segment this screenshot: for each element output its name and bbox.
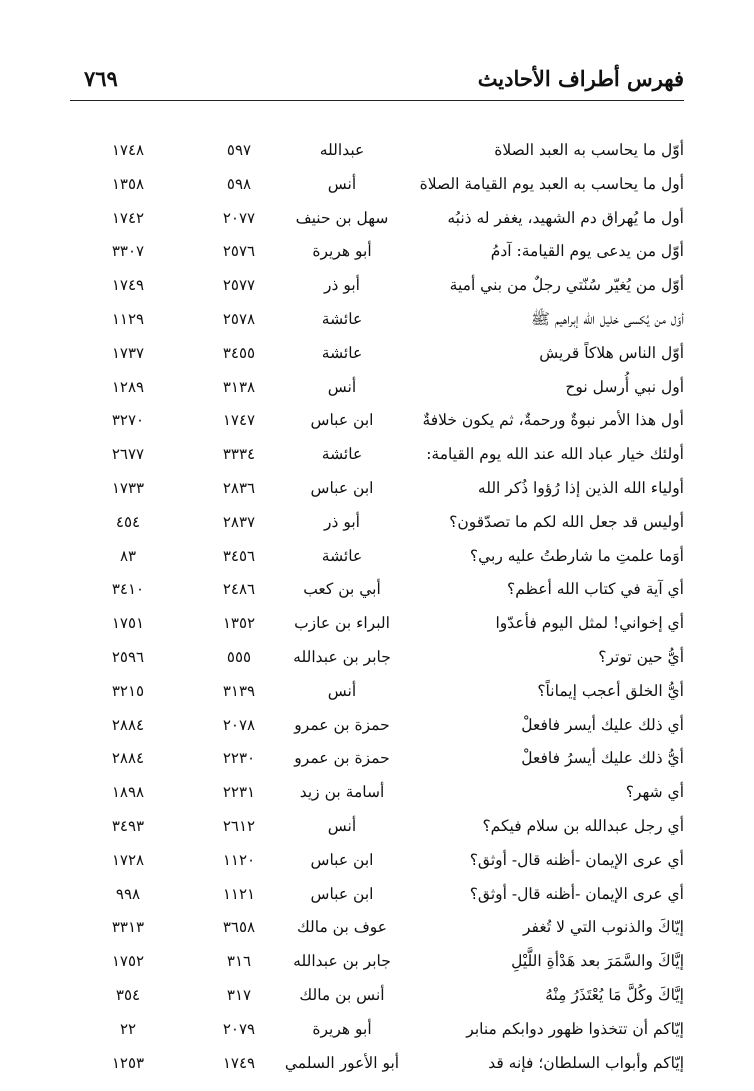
index-row <box>70 438 684 472</box>
index-row <box>70 269 684 303</box>
hadith-text: أيُّ حين توتر؟ <box>598 647 684 666</box>
index-row <box>70 202 684 236</box>
narrator-name: ابن عباس <box>310 850 374 869</box>
hadith-text: أي ذلك عليك أيسر فافعلْ <box>521 715 684 734</box>
narrator-name: جابر بن عبدالله <box>293 647 391 666</box>
reference-number: ١٧٣٧ <box>111 343 145 362</box>
hadith-text: إيَّاكَ والسَّمَرَ بعد هَدْأةِ اللَّيْلِ <box>511 952 684 971</box>
narrator-name: سهل بن حنيف <box>295 208 389 227</box>
hadith-text: أول ما يُهراق دم الشهيد، يغفر له ذنبُه <box>447 208 684 227</box>
index-row <box>70 303 684 337</box>
index-row <box>70 979 684 1013</box>
reference-number: ٨٣ <box>119 546 137 565</box>
hadith-number: ١٧٤٧ <box>222 411 256 430</box>
narrator-name: أسامة بن زيد <box>299 783 385 802</box>
index-row <box>70 878 684 912</box>
hadith-text: أوَما علمتِ ما شارطتُ عليه ربي؟ <box>469 546 684 565</box>
hadith-number: ٣١٣٨ <box>222 377 256 396</box>
narrator-name: عائشة <box>321 309 363 328</box>
hadith-number: ٢٢٣٠ <box>222 749 256 768</box>
page-header <box>70 66 684 100</box>
index-row <box>70 844 684 878</box>
narrator-name: عائشة <box>321 445 363 464</box>
hadith-text: أي شهر؟ <box>625 783 684 802</box>
reference-number: ٣٤١٠ <box>111 580 145 599</box>
reference-number: ٣٢١٥ <box>111 681 145 700</box>
index-row <box>70 641 684 675</box>
index-row <box>70 810 684 844</box>
index-row <box>70 134 684 168</box>
hadith-number: ٣٤٥٥ <box>222 343 256 362</box>
narrator-name: عبدالله <box>319 141 365 159</box>
narrator-name: حمزة بن عمرو <box>294 715 390 734</box>
reference-number: ٣٤٩٣ <box>111 816 145 835</box>
narrator-name: البراء بن عازب <box>294 614 390 633</box>
hadith-number: ٢٢٣١ <box>222 783 256 802</box>
hadith-number: ٢٠٧٧ <box>222 208 256 227</box>
hadith-number: ٢٥٧٧ <box>222 276 256 295</box>
reference-number: ١٣٥٨ <box>111 174 145 193</box>
hadith-text: أيُّ ذلك عليك أيسرُ فافعلْ <box>521 749 684 768</box>
reference-number: ٢٢ <box>119 1019 137 1038</box>
reference-number: ١٧٢٨ <box>111 850 145 869</box>
index-row <box>70 371 684 405</box>
reference-number: ٣٣١٣ <box>111 918 145 937</box>
reference-number: ١١٢٩ <box>111 309 145 328</box>
index-row <box>70 472 684 506</box>
hadith-number: ٣١٦ <box>226 952 252 971</box>
reference-number: ١٧٣٣ <box>111 478 145 497</box>
index-row <box>70 607 684 641</box>
reference-number: ١٢٨٩ <box>111 377 145 396</box>
hadith-text: إيّاكم وأبواب السلطان؛ فإنه قد <box>488 1053 684 1072</box>
hadith-number: ٢٤٨٦ <box>222 580 256 599</box>
hadith-number: ٢٨٣٦ <box>222 478 256 497</box>
reference-number: ١٨٩٨ <box>111 783 145 802</box>
hadith-number: ٢٨٣٧ <box>222 512 256 531</box>
narrator-name: ابن عباس <box>310 884 374 903</box>
index-row <box>70 675 684 709</box>
narrator-name: أنس <box>327 377 357 396</box>
index-row <box>70 540 684 574</box>
hadith-number: ٢٥٧٨ <box>222 309 256 328</box>
index-row <box>70 404 684 438</box>
hadith-text: أي رجل عبدالله بن سلام فيكم؟ <box>482 816 684 835</box>
hadith-number: ١١٢٠ <box>222 850 256 869</box>
index-row <box>70 573 684 607</box>
hadith-number: ٥٥٥ <box>226 647 252 666</box>
index-row <box>70 168 684 202</box>
reference-number: ٤٥٤ <box>115 512 141 531</box>
hadith-text: أي آية في كتاب الله أعظم؟ <box>507 580 684 599</box>
hadith-text: أيُّ الخلق أعجب إيماناً؟ <box>537 681 684 700</box>
hadith-number: ٣٣٣٤ <box>222 445 256 464</box>
hadith-text: أوّل الناس هلاكاً قريش <box>539 343 684 362</box>
hadith-number: ٢٠٧٨ <box>222 715 256 734</box>
hadith-text: أوليس قد جعل الله لكم ما تصدّقون؟ <box>449 512 684 531</box>
hadith-text: أول ما يحاسب به العبد يوم القيامة الصلاة <box>419 174 684 193</box>
narrator-name: جابر بن عبدالله <box>293 952 391 971</box>
reference-number: ١٧٤٨ <box>111 141 145 159</box>
hadith-text: أول هذا الأمر نبوةٌ ورحمةٌ، ثم يكون خلافةٌ <box>422 411 684 430</box>
hadith-number: ٢٠٧٩ <box>222 1019 256 1038</box>
narrator-name: أنس بن مالك <box>299 985 385 1004</box>
hadith-number: ٣١٣٩ <box>222 681 256 700</box>
narrator-name: أبو ذر <box>324 512 360 531</box>
hadith-number: ٣٦٥٨ <box>222 918 256 937</box>
hadith-text: إيّاكَ والذنوب التي لا تُغفر <box>522 918 684 937</box>
reference-number: ٢٥٩٦ <box>111 647 145 666</box>
reference-number: ٣٢٧٠ <box>111 411 145 430</box>
index-row <box>70 235 684 269</box>
running-title: فهرس أطراف الأحاديث <box>477 66 684 91</box>
reference-number: ١٧٥١ <box>111 614 145 633</box>
index-row <box>70 945 684 979</box>
narrator-name: أنس <box>327 816 357 835</box>
narrator-name: ابن عباس <box>310 478 374 497</box>
reference-number: ١٢٥٣ <box>111 1053 145 1072</box>
narrator-name: عائشة <box>321 546 363 565</box>
hadith-text: أي إخواني! لمثل اليوم فأعدّوا <box>495 614 684 633</box>
reference-number: ٩٩٨ <box>115 884 141 903</box>
hadith-number: ١٧٤٩ <box>222 1053 256 1072</box>
hadith-text: أوّل ما يحاسب به العبد الصلاة <box>494 141 684 159</box>
narrator-name: حمزة بن عمرو <box>294 749 390 768</box>
narrator-name: أبو الأعور السلمي <box>284 1053 400 1072</box>
hadith-text: إيَّاكَ وكُلَّ مَا يُعْتَذَرُ مِنْهُ <box>545 985 684 1004</box>
narrator-name: أنس <box>327 681 357 700</box>
index-row <box>70 776 684 810</box>
narrator-name: أبي بن كعب <box>303 580 381 599</box>
narrator-name: أبو هريرة <box>312 1019 372 1038</box>
narrator-name: أبو هريرة <box>312 242 372 261</box>
hadith-number: ٣٤٥٦ <box>222 546 256 565</box>
hadith-index-list <box>70 134 684 1080</box>
hadith-number: ٥٩٨ <box>226 174 252 193</box>
index-row <box>70 709 684 743</box>
hadith-text: أي عرى الإيمان -أظنه قال- أوثق؟ <box>469 884 684 903</box>
hadith-number: ٢٥٧٦ <box>222 242 256 261</box>
hadith-text: أوّل من يُكسى خليل الله إبراهيم ﷺ <box>531 309 684 328</box>
index-row <box>70 1047 684 1081</box>
hadith-number: ٥٩٧ <box>226 141 252 159</box>
hadith-text: أولياء الله الذين إذا رُؤوا ذُكر الله <box>477 478 684 497</box>
hadith-text: أي عرى الإيمان -أظنه قال- أوثق؟ <box>469 850 684 869</box>
hadith-text: إيّاكم أن تتخذوا ظهور دوابكم منابر <box>466 1019 684 1038</box>
reference-number: ٢٨٨٤ <box>111 749 145 768</box>
reference-number: ٢٨٨٤ <box>111 715 145 734</box>
narrator-name: أبو ذر <box>324 276 360 295</box>
hadith-text: أول نبي أُرسل نوح <box>565 377 684 396</box>
hadith-number: ٢٦١٢ <box>222 816 256 835</box>
index-row <box>70 911 684 945</box>
hadith-number: ١٣٥٢ <box>222 614 256 633</box>
narrator-name: عائشة <box>321 343 363 362</box>
reference-number: ٣٥٤ <box>115 985 141 1004</box>
hadith-number: ١١٢١ <box>222 884 256 903</box>
reference-number: ١٧٤٢ <box>111 208 145 227</box>
index-row <box>70 506 684 540</box>
index-row <box>70 337 684 371</box>
header-rule <box>70 100 684 101</box>
reference-number: ٣٣٠٧ <box>111 242 145 261</box>
index-row <box>70 1013 684 1047</box>
page-number: ٧٦٩ <box>84 66 118 91</box>
reference-number: ٢٦٧٧ <box>111 445 145 464</box>
hadith-number: ٣١٧ <box>226 985 252 1004</box>
narrator-name: أنس <box>327 174 357 193</box>
reference-number: ١٧٥٢ <box>111 952 145 971</box>
narrator-name: عوف بن مالك <box>296 918 388 937</box>
index-row <box>70 742 684 776</box>
reference-number: ١٧٤٩ <box>111 276 145 295</box>
hadith-text: أوّل من يدعى يوم القيامة: آدمُ <box>490 242 684 261</box>
hadith-text: أولئك خيار عباد الله عند الله يوم القيامة: <box>426 445 684 464</box>
narrator-name: ابن عباس <box>310 411 374 430</box>
hadith-text: أوّل من يُغيّر سُنّتي رجلٌ من بني أمية <box>449 276 684 295</box>
